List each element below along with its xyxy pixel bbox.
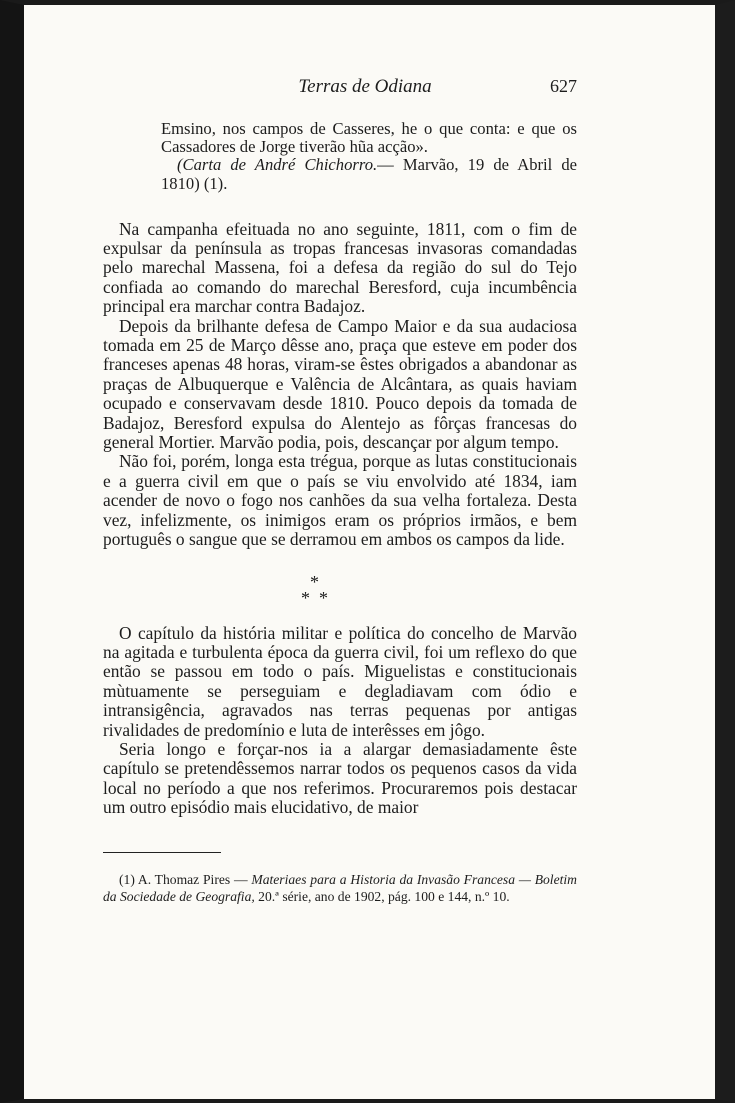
footnote-title: Materiaes para a Historia da Invasão Francesa — Boletim da Sociedade de Geografia, <box>103 871 577 904</box>
page-header <box>103 66 577 104</box>
paragraph-4: O capítulo da história militar e política do concelho de Marvão na agitada e turbulenta época da guerra civil, foi um reflexo do que então se passou em todo o país. Miguelistas e constitucionais mùtuamente se perseguiam e degladiavam com ódio e intransigência, agravados nas terras pequenas por antigas rivalidades de predomínio e luta de interêsses em jôgo. <box>103 622 577 740</box>
footnote-marker: (1) <box>119 871 135 887</box>
footnote-details: 20.ª série, ano de 1902, pág. 100 e 144, n.º 10. <box>258 888 510 904</box>
footnote-author: A. Thomaz Pires — <box>137 871 248 887</box>
asterism-star-right: * <box>319 587 328 608</box>
letter-citation <box>103 156 577 193</box>
paragraph-3: Não foi, porém, longa esta trégua, porque as lutas constitucionais e a guerra civil em que o país se viu envolvido até 1834, iam acender de novo o fogo nos canhões da sua velha fortaleza. Desta vez, infelizmente, os inimigos eram os próprios irmãos, e bem português o sangue que se derramou em ambos os campos da lide. <box>103 451 577 550</box>
page-number: 627 <box>550 76 577 96</box>
asterism-star-top: * <box>310 571 319 592</box>
paragraph-1: Na campanha efeituada no ano seguinte, 1811, com o fim de expulsar da península as tropas francesas invasoras comandadas pelo marechal Massena, foi a defesa da região do sul do Tejo confiada ao comando do marechal Beresford, cuja incumbência principal era marchar contra Badajoz. <box>103 218 577 317</box>
paragraph-2: Depois da brilhante defesa de Campo Maior e da sua audaciosa tomada em 25 de Março dêsse ano, praça que esteve em poder dos franceses apenas 48 horas, viram-se êstes obrigados a abandonar as praças de Albuquerque e Valência de Alcântara, as quais haviam ocupado e conservavam desde 1810. Pouco depois da tomada de Badajoz, Beresford expulsa do Alentejo as fôrças francesas do general Mortier. Marvão podia, pois, descançar por algum tempo. <box>103 315 577 453</box>
running-title: Terras de Odiana <box>298 76 432 97</box>
paragraph-5: Seria longo e forçar-nos ia a alargar demasiadamente êste capítulo se pretendêssemos narrar todos os pequenos casos da vida local no período a que nos referimos. Procuraremos pois destacar um outro episódio mais elucidativo, de maior <box>103 738 577 818</box>
asterism-divider <box>103 572 577 614</box>
letter-quote: Emsino, nos campos de Casseres, he o que conta: e que os Cassadores de Jorge tiverão hũa acção». <box>161 119 577 157</box>
book-page <box>103 66 577 905</box>
asterism-star-left: * <box>301 587 310 608</box>
footnote <box>103 871 577 905</box>
citation-place-date: — Marvão, 19 de Abril de 1810) (1). <box>161 155 577 193</box>
citation-source: (Carta de André Chichorro. <box>177 155 378 175</box>
footnote-rule <box>103 852 221 853</box>
